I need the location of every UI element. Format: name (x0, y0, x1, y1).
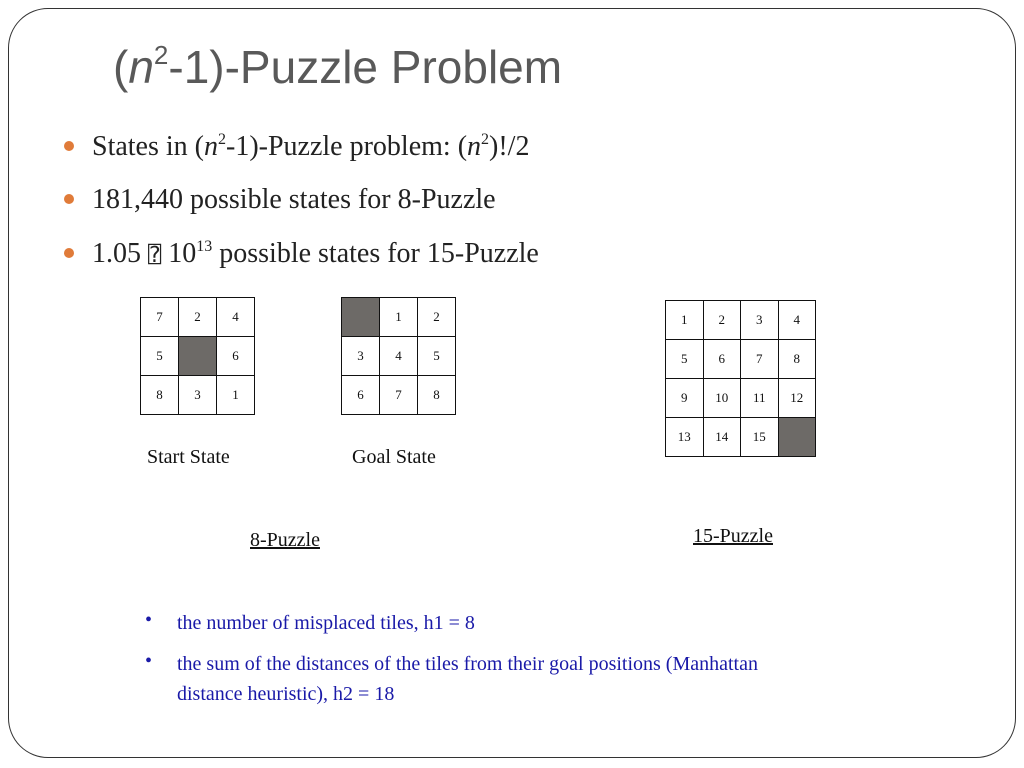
tile: 6 (217, 337, 255, 376)
eight-puzzle-caption: 8-Puzzle (250, 529, 320, 551)
tile: 3 (342, 337, 380, 376)
slide-title: $(n^2-1)$-Puzzle Problem (113, 40, 563, 93)
tile: 8 (141, 376, 179, 415)
bullet-8puzzle-states: 181,440 possible states for 8-Puzzle (92, 184, 496, 215)
tile: 2 (703, 301, 741, 340)
bullet-marker (64, 248, 74, 258)
tile: 8 (418, 376, 456, 415)
tile: 2 (179, 298, 217, 337)
tile: 2 (418, 298, 456, 337)
start-state-label: Start State (147, 446, 230, 468)
tile: 3 (179, 376, 217, 415)
tile: 14 (703, 418, 741, 457)
heuristic-h1: the number of misplaced tiles, h1 = 8 (177, 612, 475, 634)
heuristic-h2-line2: distance heuristic), h2 = 18 (177, 683, 395, 705)
heuristic-h2-line1: the sum of the distances of the tiles from their goal positions (Manhattan (177, 653, 758, 675)
tile: 7 (380, 376, 418, 415)
fifteen-puzzle-caption: 15-Puzzle (693, 525, 773, 547)
tile: 13 (666, 418, 704, 457)
blank-tile (778, 418, 816, 457)
goal-state-grid (341, 297, 456, 415)
tile: 10 (703, 379, 741, 418)
tile: 6 (703, 340, 741, 379)
bullet-15puzzle-states: 1.05 ⍰ $10^{13}$ possible states for 15-Puzzle (92, 238, 539, 269)
tile: 12 (778, 379, 816, 418)
tile: 5 (141, 337, 179, 376)
tile: 11 (741, 379, 779, 418)
start-state-grid (140, 297, 255, 415)
heuristic-bullet: • (145, 650, 153, 672)
tile: 7 (741, 340, 779, 379)
bullet-marker (64, 194, 74, 204)
heuristic-bullet: • (145, 609, 153, 631)
tile: 7 (141, 298, 179, 337)
blank-tile (179, 337, 217, 376)
tile: 5 (418, 337, 456, 376)
tile: 15 (741, 418, 779, 457)
tile: 1 (217, 376, 255, 415)
goal-state-label: Goal State (352, 446, 436, 468)
fifteen-puzzle-grid (665, 300, 816, 457)
tile: 3 (741, 301, 779, 340)
tile: 1 (666, 301, 704, 340)
heuristic-h2 (177, 649, 758, 709)
bullet-states-formula: States in $(n^2-1)$-Puzzle problem: $(n^2)!/2$ (92, 131, 530, 162)
tile: 4 (217, 298, 255, 337)
tile: 4 (380, 337, 418, 376)
bullet-marker (64, 141, 74, 151)
tile: 6 (342, 376, 380, 415)
tile: 1 (380, 298, 418, 337)
tile: 9 (666, 379, 704, 418)
blank-tile (342, 298, 380, 337)
tile: 5 (666, 340, 704, 379)
tile: 8 (778, 340, 816, 379)
tile: 4 (778, 301, 816, 340)
